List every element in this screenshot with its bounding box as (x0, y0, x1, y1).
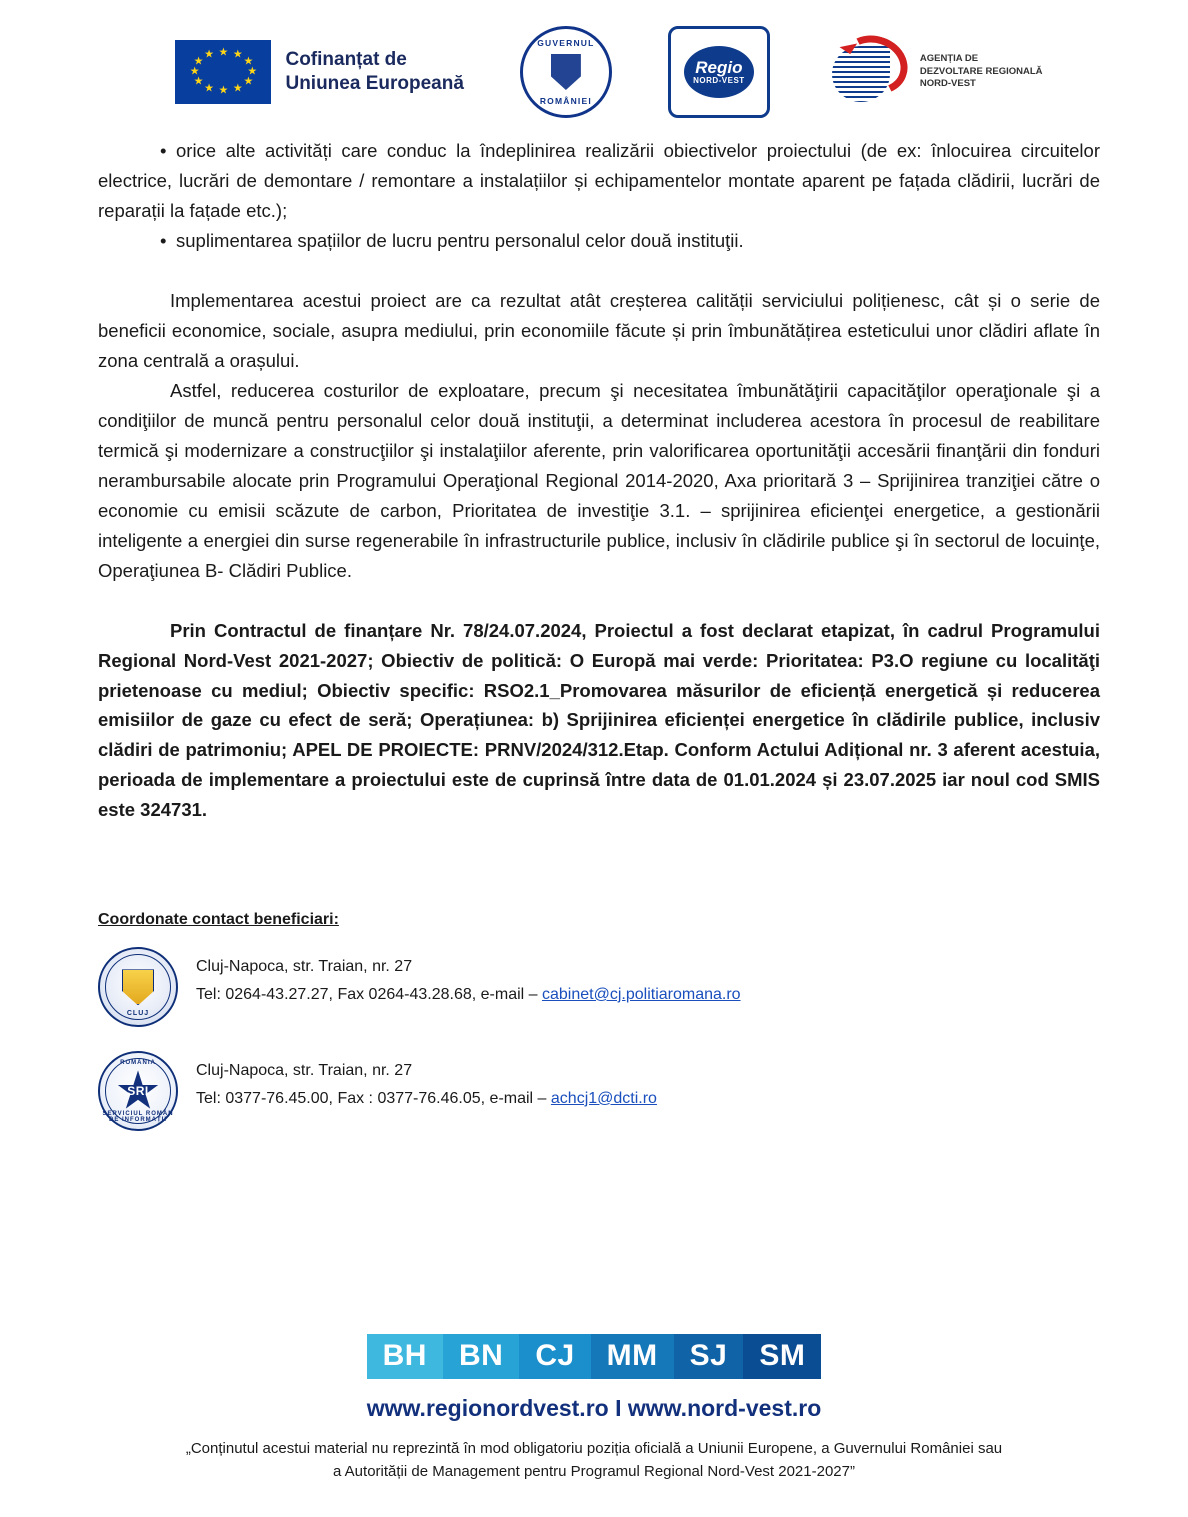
eu-logo-text: Cofinanțat de Uniunea Europeană (285, 49, 464, 94)
police-badge-label: CLUJ (126, 1010, 150, 1018)
guvern-bottom-text: ROMÂNIEI (539, 96, 592, 106)
government-of-romania-logo (520, 26, 612, 118)
sri-badge-label: SRI (127, 1084, 149, 1099)
police-badge-icon (98, 947, 178, 1027)
county-codes-bar (367, 1334, 822, 1380)
contact-details (196, 1051, 657, 1112)
footer-urls[interactable]: www.regionordvest.ro I www.nord-vest.ro (366, 1395, 822, 1421)
county-code-sm: SM (743, 1334, 821, 1380)
contact-email-link[interactable]: cabinet@cj.politiaromana.ro (542, 985, 741, 1003)
eu-star-icon: ★ (218, 46, 229, 59)
eu-star-icon: ★ (243, 55, 254, 68)
eu-star-icon: ★ (193, 75, 204, 88)
bullet-item (98, 226, 1100, 256)
romanian-crest-icon (551, 54, 581, 90)
sri-ring-top-text: ROMÂNIA (120, 1060, 156, 1067)
eu-star-icon: ★ (204, 82, 214, 95)
contact-item (98, 947, 1100, 1027)
adr-logo-text: AGENȚIA DE DEZVOLTARE REGIONALĂ NORD-VEST (919, 52, 1043, 90)
page-footer (0, 1334, 1188, 1484)
header-logo-strip (0, 0, 1188, 118)
paragraph-2: Astfel, reducerea costurilor de exploatare, precum şi necesitatea îmbunătăţirii capacităţilor operaţionale şi a condiţiilor de muncă pentru personalul celor două instituţii, a determinat includerea acestora în procesul de reabilitare termică şi modernizare a construcţiilor şi instalaţiilor aferente, prin valorificarea oportunităţii accesării finanţării din fonduri nerambursabile alocate prin Programului Operaţional Regional 2014-2020, Axa prioritară 3 – Sprijinirea tranziţiei către o economie cu emisii scăzute de carbon, Prioritatea de investiţie 3.1. – sprijinirea eficienţei energetice, a gestionării inteligente a energiei din surse regenerabile în infrastructurile publice, inclusiv în clădirile publice şi în sectorul de locuinţe, Operaţiunea B- Clădiri Publice. (98, 379, 1100, 581)
adr-swirl-arrow-icon (826, 36, 910, 108)
disclaimer-line-1: „Conținutul acestui material nu reprezintă în mod obligatoriu poziția oficială a Uniunii Europene, a Guvernului României sau (185, 1440, 1003, 1457)
document-body (0, 118, 1188, 825)
eu-flag-icon (175, 40, 271, 104)
county-code-bh: BH (367, 1334, 443, 1380)
eu-star-icon: ★ (243, 75, 254, 88)
eu-star-icon: ★ (247, 65, 258, 78)
contacts-title: Coordonate contact beneficiari: (98, 911, 339, 929)
contact-phone-text: Tel: 0264-43.27.27, Fax 0264-43.28.68, e-mail – (196, 985, 542, 1003)
contact-address: Cluj-Napoca, str. Traian, nr. 27 (196, 958, 413, 976)
eu-cofinancing-logo (175, 40, 463, 104)
county-code-sj: SJ (674, 1334, 744, 1380)
contact-address: Cluj-Napoca, str. Traian, nr. 27 (196, 1062, 413, 1080)
county-code-cj: CJ (519, 1334, 590, 1380)
bullet-item-text: suplimentarea spațiilor de lucru pentru personalul celor două instituţii. (176, 229, 744, 251)
eu-star-icon: ★ (232, 48, 243, 61)
contact-phone-text: Tel: 0377-76.45.00, Fax : 0377-76.46.05, e-mail – (196, 1089, 551, 1107)
paragraph-3-bold: Prin Contractul de finanțare Nr. 78/24.07.2024, Proiectul a fost declarat etapizat, în cadrul Programului Regional Nord-Vest 2021-2027; Obiectiv de politică: O Europă mai verde: Prioritatea: P3.O regiune cu localităţi prietenoase cu mediul; Obiectiv specific: RSO2.1_Promovarea măsurilor de eficiență energetică și reducerea emisiilor de gaze cu efect de seră; Operațiunea: b) Sprijinirea eficienței energetice în clădirile publice, inclusiv clădiri de patrimoniu; APEL DE PROIECTE: PRNV/2024/312.Etap. Conform Actului Adițional nr. 3 aferent acestuia, perioada de implementare a proiectului este de cuprinsă între data de 01.01.2024 și 23.07.2025 iar noul cod SMIS este 324731. (98, 619, 1100, 821)
eu-star-icon: ★ (204, 48, 214, 61)
contact-phone-line (196, 1085, 657, 1113)
eu-star-icon: ★ (193, 55, 204, 68)
sri-ring-bottom-text: SERVICIUL ROMÂN DE INFORMAȚII (102, 1111, 174, 1124)
contact-email-link[interactable]: achcj1@dcti.ro (550, 1089, 657, 1107)
regio-name: Regio (695, 57, 743, 77)
footer-disclaimer (0, 1438, 1188, 1483)
regio-circle-icon (684, 46, 754, 98)
bullet-dot-icon: • (160, 140, 167, 161)
eu-star-icon: ★ (189, 65, 200, 78)
bullet-item-text: orice alte activități care conduc la îndeplinirea realizării obiectivelor proiectului (de ex: înlocuirea circuitelor electrice, lucrări de demontare / remontare a instalațiilor și echipamentelor montate aparent pe fațada clădirii, lucrări de reparații la fațade etc.); (98, 140, 1100, 221)
eu-star-icon: ★ (232, 82, 243, 95)
bullet-dot-icon: • (160, 229, 167, 251)
adr-nord-vest-logo (826, 36, 1043, 108)
bullet-item (98, 136, 1100, 226)
county-code-mm: MM (591, 1334, 674, 1380)
sri-badge-icon (98, 1051, 178, 1131)
eu-star-icon: ★ (218, 84, 229, 97)
regio-nord-vest-logo (668, 26, 770, 118)
contacts-section (0, 911, 1188, 1131)
paragraph-1: Implementarea acestui proiect are ca rezultat atât creșterea calității serviciului polițienesc, cât și o serie de beneficii economice, sociale, asupra mediului, prin economiile făcute și prin îmbunătățirea esteticului unor clădiri aflate în zona centrală a orașului. (98, 289, 1100, 371)
contact-details (196, 947, 741, 1008)
county-code-bn: BN (443, 1334, 519, 1380)
guvern-top-text: GUVERNUL (537, 38, 595, 48)
contact-phone-line (196, 981, 741, 1009)
contact-item (98, 1051, 1100, 1131)
disclaimer-line-2: a Autorității de Management pentru Programul Regional Nord-Vest 2021-2027” (333, 1462, 855, 1480)
regio-sub: NORD-VEST (693, 75, 745, 85)
